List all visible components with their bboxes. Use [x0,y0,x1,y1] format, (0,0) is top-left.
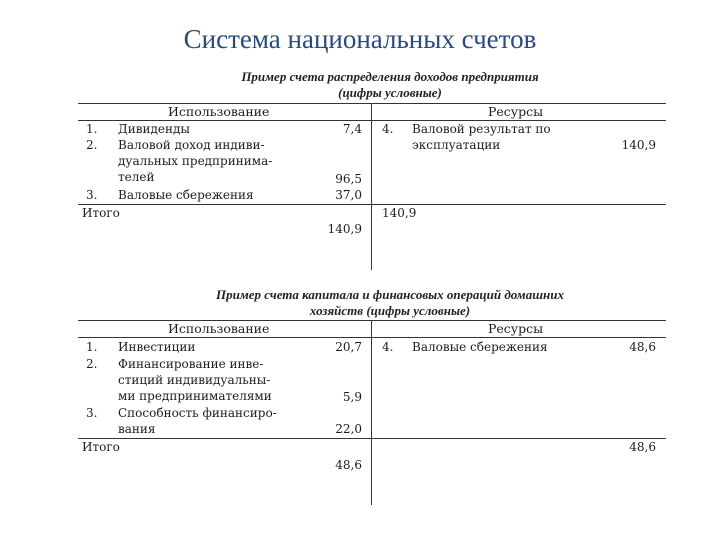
table2-total-right-value: 48,6 [629,440,656,454]
table2-header-usage: Использование [168,321,270,336]
table2-row2-label-line3: ми предпринимателями [118,389,272,403]
table1-row2-label-line3: телей [118,170,155,184]
table1-row1-value: 7,4 [342,122,362,136]
table2-row2-label-line2: стиций индивидуальны- [118,373,271,387]
table2-row1-number: 1. [86,340,98,354]
table2-top-rule [78,320,666,321]
table1-total-rule [78,204,666,205]
table2-row1-value: 20,7 [335,340,362,354]
table1-row2-label-line2: дуальных предпринима- [118,154,273,168]
table2-caption-line1: Пример счета капитала и финансовых операций домашних [216,287,564,302]
table1-row1-label: Дивиденды [118,122,190,136]
table2-total-label: Итого [82,440,120,454]
table1-total-left-value: 140,9 [327,222,362,236]
table2-row3-number: 3. [86,406,98,420]
table1-total-right-value: 140,9 [382,206,417,220]
slide-title: Система национальных счетов [183,24,537,54]
table2-row2-value: 5,9 [342,390,362,404]
table1-column-divider [371,103,372,270]
table1-resource-row-value: 140,9 [621,138,656,152]
table2-row3-label-line2: вания [118,422,156,436]
table1-resource-row-number: 4. [382,122,394,136]
table2-total-rule [78,438,666,439]
table1-row3-label: Валовые сбережения [118,188,254,202]
table1-resource-row-label-line2: эксплуатации [412,138,501,152]
table1-header-resources: Ресурсы [488,104,544,119]
table1-row2-value: 96,5 [335,172,362,186]
table1-top-rule [78,103,666,104]
table2-header-rule [78,337,666,338]
table2-total-left-value: 48,6 [335,458,362,472]
table1-caption-line2: (цифры условные) [338,85,442,100]
table2-resource-row-value: 48,6 [629,340,656,354]
table2-row1-label: Инвестиции [118,340,196,354]
table1-row2-number: 2. [86,138,98,152]
table2-row3-label-line1: Способность финансиро- [118,406,277,420]
table2-row2-label-line1: Финансирование инве- [118,357,264,371]
table2-header-resources: Ресурсы [488,321,544,336]
table1-resource-row-label-line1: Валовой результат по [412,122,551,136]
table1-total-label: Итого [82,206,120,220]
table2-resource-row-label: Валовые сбережения [412,340,548,354]
table1-header-usage: Использование [168,104,270,119]
table1-row3-number: 3. [86,188,98,202]
table2-caption-line2: хозяйств (цифры условные) [309,303,471,318]
table1-row1-number: 1. [86,122,98,136]
table2-row3-value: 22,0 [335,422,362,436]
table2-resource-row-number: 4. [382,340,394,354]
table1-row2-label-line1: Валовой доход индиви- [118,138,265,152]
table1-caption-line1: Пример счета распределения доходов предприятия [241,69,539,84]
table1-row3-value: 37,0 [335,188,362,202]
table1-header-rule [78,120,666,121]
table2-column-divider [371,320,372,505]
table2-row2-number: 2. [86,357,98,371]
